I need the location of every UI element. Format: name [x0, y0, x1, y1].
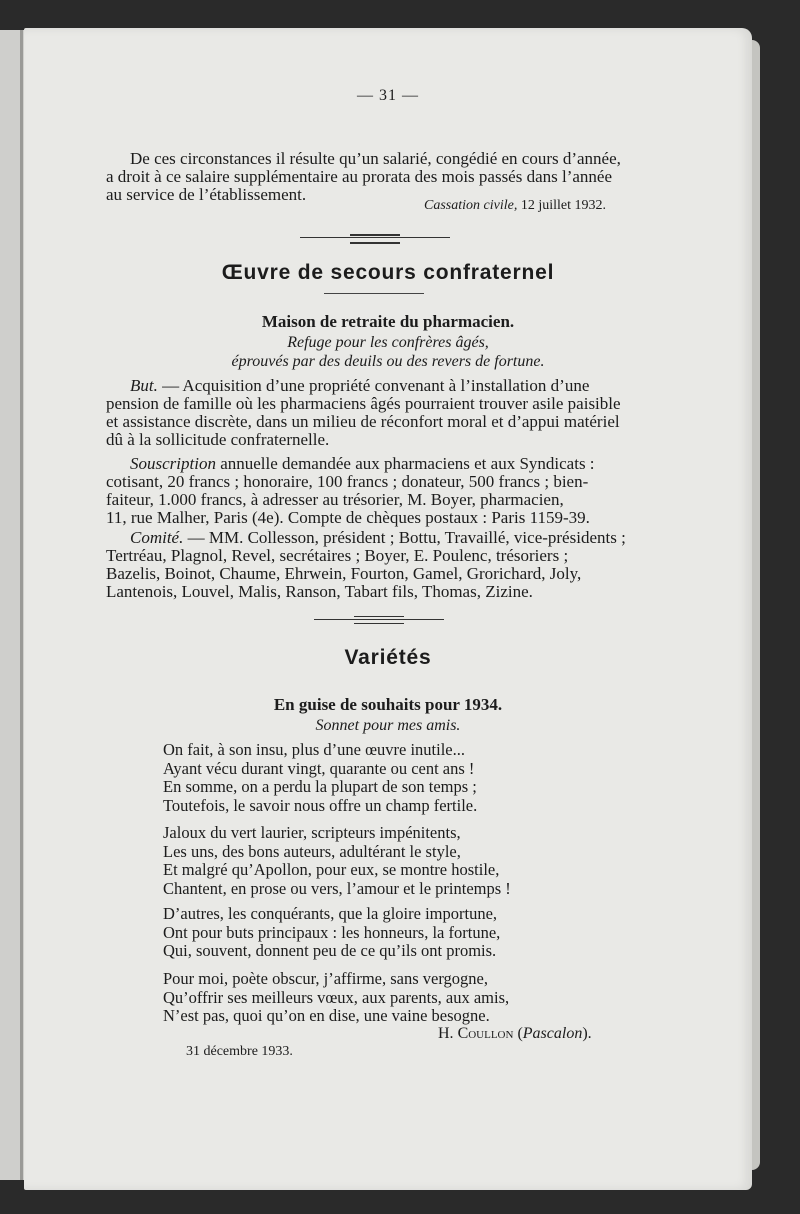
page-number: — 31 —: [357, 87, 419, 104]
motto-line: Refuge pour les confrères âgés,: [287, 334, 489, 351]
title-rule: [324, 293, 424, 294]
section-subtitle: Maison de retraite du pharmacien.: [261, 312, 515, 331]
poem-stanza: [163, 970, 509, 1026]
comite-line: Lantenois, Louvel, Malis, Ranson, Tabart fils, Thomas, Zizine.: [106, 582, 533, 601]
intro-line: au service de l’établissement.: [106, 185, 307, 204]
citation-court: Cassation civile,: [424, 198, 518, 213]
souscription-line: annuelle demandée aux pharmaciens et aux Syndicats :: [215, 454, 595, 473]
comite-line: Bazelis, Boinot, Chaume, Ehrwein, Fourton, Gamel, Grorichard, Joly,: [106, 564, 582, 583]
but-line: dû à la sollicitude confraternelle.: [106, 430, 330, 449]
document-page: [24, 28, 752, 1190]
poem-line: Ont pour buts principaux : les honneurs, la fortune,: [163, 922, 501, 942]
poem-line: En somme, on a perdu la plupart de son temps ;: [163, 777, 477, 796]
poem-line: Et malgré qu’Apollon, pour eux, se montre hostile,: [163, 860, 500, 879]
ornament-divider: [314, 614, 444, 626]
poem-line: Qu’offrir ses meilleurs vœux, aux parents, aux amis,: [163, 987, 510, 1007]
poem-stanza: [163, 905, 500, 961]
poem-subtitle: Sonnet pour mes amis.: [315, 717, 461, 734]
poem-stanza: [163, 824, 511, 898]
section-title: Œuvre de secours confraternel: [221, 261, 555, 284]
poem-line: Jaloux du vert laurier, scripteurs impénitents,: [163, 823, 461, 842]
but-paragraph: [106, 377, 658, 449]
intro-line: a droit à ce salaire supplémentaire au prorata des mois passés dans l’année: [106, 167, 613, 186]
poem-line: Ayant vécu durant vingt, quarante ou cent ans !: [163, 758, 475, 778]
poem-stanza: [163, 741, 477, 815]
souscription-line: 11, rue Malher, Paris (4e). Compte de chèques postaux : Paris 1159-39.: [106, 508, 590, 527]
souscription-paragraph: [106, 455, 658, 527]
comite-line: Tertréau, Plagnol, Revel, secrétaires ; Boyer, E. Poulenc, trésoriers ;: [106, 546, 569, 565]
poem-line: Toutefois, le savoir nous offre un champ fertile.: [163, 795, 478, 815]
souscription-label: Souscription: [130, 454, 216, 473]
citation: [424, 198, 606, 214]
signature-pseudonym: Pascalon: [522, 1025, 583, 1042]
poem-line: Chantent, en prose ou vers, l’amour et le printemps !: [163, 878, 511, 898]
but-line: pension de famille où les pharmaciens âgés pourraient trouver asile paisible: [106, 394, 621, 413]
souscription-line: cotisant, 20 francs ; honoraire, 100 francs ; donateur, 500 francs ; bien-: [106, 472, 589, 491]
motto-line: éprouvés par des deuils ou des revers de fortune.: [231, 353, 545, 370]
signature: H. Coullon (Pascalon).: [438, 1025, 592, 1042]
comite-label: Comité.: [130, 528, 184, 547]
citation-date: 12 juillet 1932.: [520, 198, 606, 213]
poem-line: On fait, à son insu, plus d’une œuvre inutile...: [163, 740, 465, 759]
poem-line: D’autres, les conquérants, que la gloire importune,: [163, 904, 498, 923]
signature-initial: H.: [438, 1025, 458, 1042]
souscription-line: faiteur, 1.000 francs, à adresser au trésorier, M. Boyer, pharmacien,: [106, 490, 564, 509]
poem-line: N’est pas, quoi qu’on en dise, une vaine besogne.: [163, 1006, 490, 1025]
but-line: — Acquisition d’une propriété convenant à l’installation d’une: [157, 376, 590, 395]
binding-shadow: [20, 30, 23, 1180]
but-line: et assistance discrète, dans un milieu de réconfort moral et d’appui matériel: [106, 412, 620, 431]
poem-title: En guise de souhaits pour 1934.: [273, 695, 503, 714]
poem-line: Qui, souvent, donnent peu de ce qu’ils ont promis.: [163, 941, 497, 960]
poem-line: Pour moi, poète obscur, j’affirme, sans vergogne,: [163, 969, 488, 988]
but-label: But.: [130, 376, 158, 395]
comite-line: — MM. Collesson, président ; Bottu, Travaillé, vice-présidents ;: [183, 528, 626, 547]
section-title: Variétés: [344, 646, 432, 669]
intro-line: De ces circonstances il résulte qu’un salarié, congédié en cours d’année,: [130, 149, 621, 168]
ornament-divider: [300, 232, 450, 244]
poem-date: 31 décembre 1933.: [186, 1044, 293, 1059]
poem-line: Les uns, des bons auteurs, adultérant le style,: [163, 841, 461, 861]
comite-paragraph: [106, 529, 658, 601]
intro-paragraph: [106, 150, 658, 204]
signature-name: Coullon: [457, 1025, 514, 1042]
